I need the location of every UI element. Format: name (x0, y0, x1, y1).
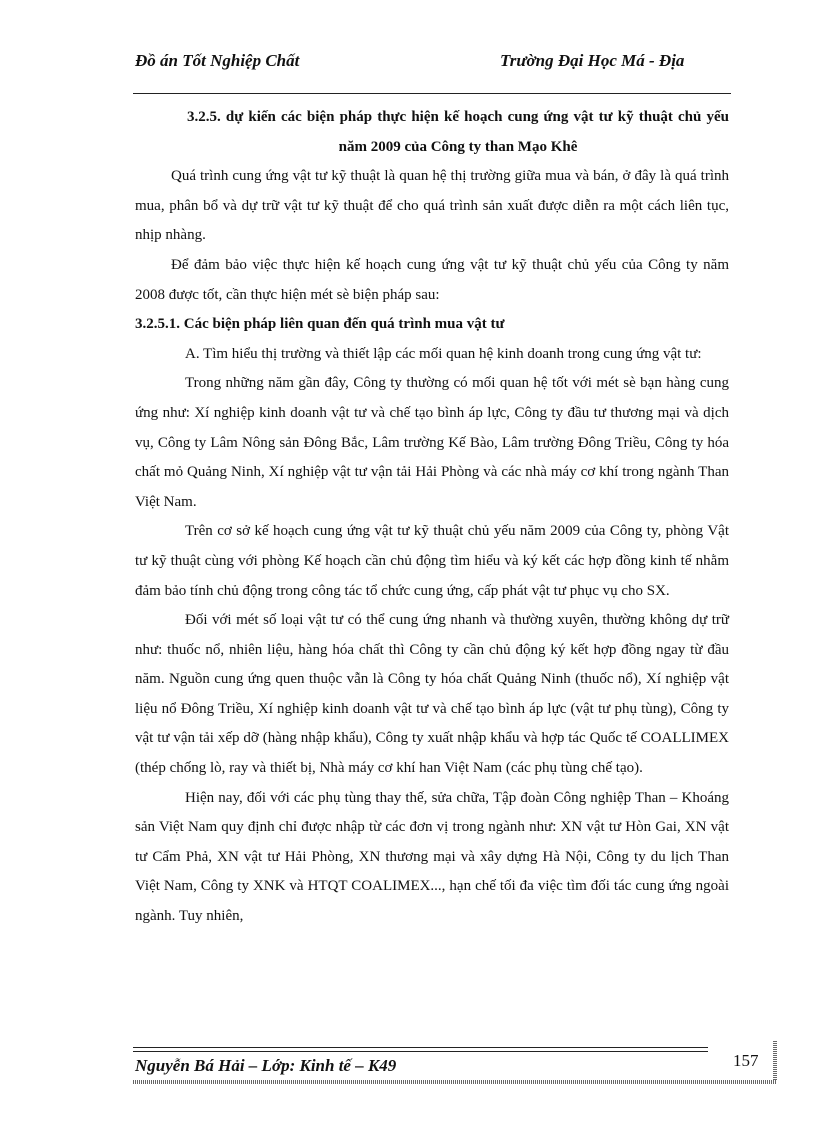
subsection-heading: 3.2.5.1. Các biện pháp liên quan đến quá trình mua vật tư (135, 316, 505, 333)
page-number: 157 (733, 1051, 759, 1070)
header-document-title: Đồ án Tốt Nghiệp Chất (135, 51, 300, 70)
paragraph-market-research: A. Tìm hiểu thị trường và thiết lập các mối quan hệ kinh doanh trong cung ứng vật tư: (185, 345, 702, 362)
footer-divider-bottom (133, 1051, 708, 1052)
page-body (135, 103, 729, 932)
section-title: 3.2.5. dự kiến các biện pháp thực hiện kế hoạch cung ứng vật tư kỹ thuật chủ yếu năm 2009 của Công ty than Mạo Khê (187, 109, 729, 155)
footer-shadow-vertical (773, 1040, 777, 1082)
paragraph-spare-parts: Hiện nay, đối với các phụ tùng thay thế, sửa chữa, Tập đoàn Công nghiệp Than – Khoáng sản Việt Nam quy định chỉ được nhập từ các đơn vị trong ngành như: XN vật tư Hòn Gai, XN vật tư Cẩm Phả, XN vật tư Hải Phòng, XN thương mại và xây dựng Hà Nội, Công ty du lịch Than Việt Nam, Công ty XNK và HTQT COALIMEX..., hạn chế tối đa việc tìm đối tác cung ứng ngoài ngành. Tuy nhiên, (135, 789, 729, 925)
paragraph-supply-sources: Đối với mét số loại vật tư có thể cung ứng nhanh và thường xuyên, thường không dự trữ như: thuốc nổ, nhiên liệu, hàng hóa chất thì Công ty cần chủ động ký kết hợp đồng ngay từ đầu năm. Nguồn cung ứng quen thuộc vẫn là Công ty hóa chất Quảng Ninh (thuốc nổ), Xí nghiệp vật liệu nổ Đông Triều, Xí nghiệp kinh doanh vật tư và chế tạo bình áp lực (vật tư phụ tùng), Công ty vật tư vận tải xếp dỡ (hàng nhập khẩu), Công ty xuất nhập khẩu và hợp tác Quốc tế COALLIMEX (thép chống lò, ray và thiết bị, Nhà máy cơ khí han Việt Nam (các phụ tùng chế tạo). (135, 612, 729, 777)
paragraph-partners: Trong những năm gần đây, Công ty thường có mối quan hệ tốt với mét sè bạn hàng cung ứng như: Xí nghiệp kinh doanh vật tư và chế tạo bình áp lực, Công ty đầu tư thương mại và dịch vụ, Công ty Lâm Nông sản Đông Bắc, Lâm trường Kế Bào, Lâm trường Đông Triều, Công ty hóa chất mỏ Quảng Ninh, Xí nghiệp vật tư vận tải Hải Phòng và các nhà máy cơ khí trong ngành Than Việt Nam. (135, 375, 729, 510)
header-university-name: Trường Đại Học Má - Địa (500, 51, 685, 70)
footer-author: Nguyễn Bá Hải – Lớp: Kinh tế – K49 (135, 1056, 397, 1075)
paragraph-intro: Quá trình cung ứng vật tư kỹ thuật là quan hệ thị trường giữa mua và bán, ở đây là quá trình mua, phân bổ và dự trữ vật tư kỹ thuật để cho quá trình sản xuất được diễn ra một cách liên tục, nhịp nhàng. (135, 168, 729, 244)
paragraph-measures-intro: Để đảm bảo việc thực hiện kế hoạch cung ứng vật tư kỹ thuật chủ yếu của Công ty năm 2008 được tốt, cần thực hiện mét sè biện pháp sau: (135, 256, 729, 303)
paragraph-contracts: Trên cơ sở kế hoạch cung ứng vật tư kỹ thuật chủ yếu năm 2009 của Công ty, phòng Vật tư kỹ thuật cùng với phòng Kế hoạch cần chủ động tìm hiểu và ký kết các hợp đồng kinh tế nhằm đảm bảo tính chủ động trong công tác tổ chức cung ứng, cấp phát vật tư phục vụ cho SX. (135, 523, 729, 599)
footer-shadow-horizontal (133, 1080, 777, 1084)
header-divider (133, 93, 731, 94)
footer-divider-top (133, 1047, 708, 1048)
